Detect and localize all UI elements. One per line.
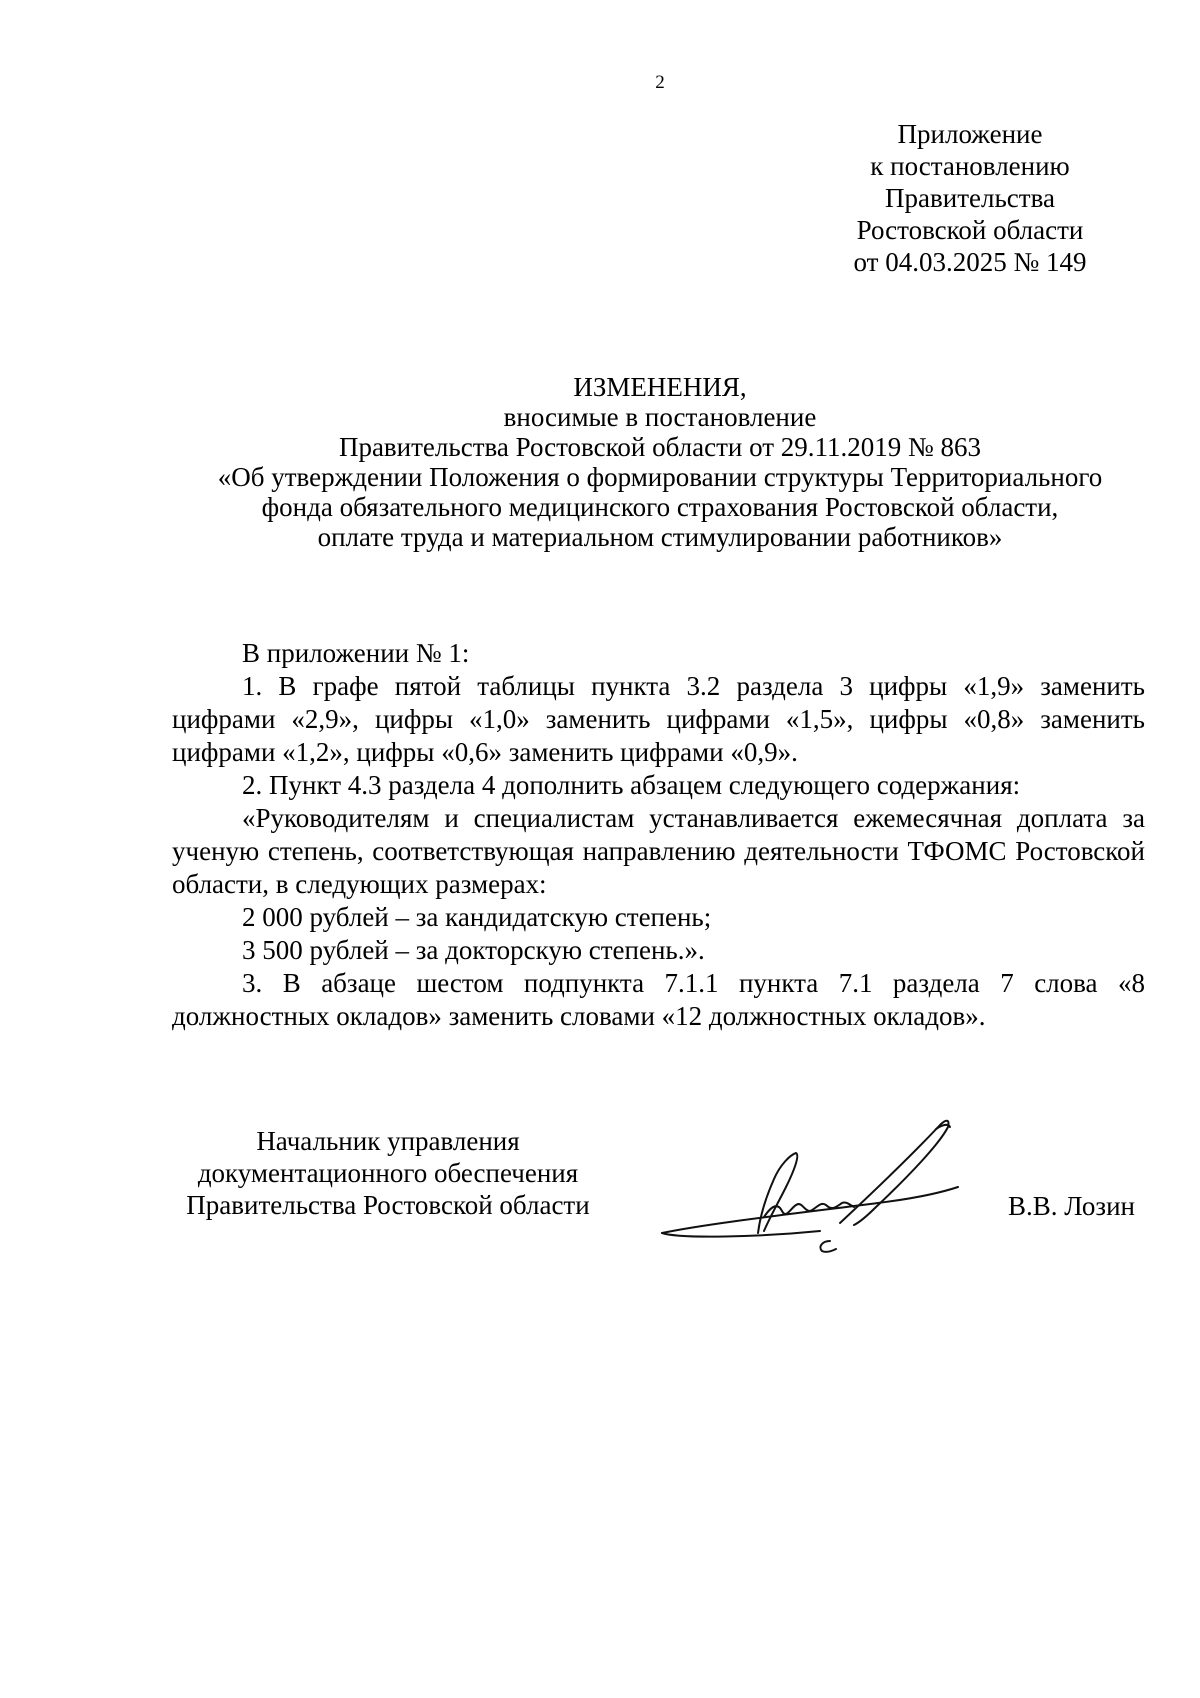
document-body: [172, 637, 1145, 1033]
document-title: [150, 372, 1170, 552]
body-paragraph-amount-1: 2 000 рублей – за кандидатскую степень;: [242, 902, 712, 932]
body-paragraph-quote: «Руководителям и специалистам устанавливается ежемесячная доплата за ученую степень, соответствующая направлению деятельности ТФОМС Ростовской области, в следующих размерах:: [172, 803, 1145, 899]
page-number: 2: [655, 72, 665, 93]
signer-name: В.В. Лозин: [1008, 1191, 1135, 1221]
signer-position: [168, 1125, 608, 1221]
title-line: «Об утверждении Положения о формировании структуры Территориального: [217, 462, 1103, 492]
title-heading: ИЗМЕНЕНИЯ,: [573, 372, 747, 402]
signer-position-line: документационного обеспечения: [197, 1158, 579, 1188]
appendix-header: [840, 118, 1100, 278]
body-paragraph-3: 3. В абзаце шестом подпункта 7.1.1 пункта 7.1 раздела 7 слова «8 должностных окладов» заменить словами «12 должностных окладов».: [172, 968, 1145, 1031]
body-paragraph-amount-2: 3 500 рублей – за докторскую степень.».: [242, 935, 705, 965]
title-line: Правительства Ростовской области от 29.11.2019 № 863: [338, 432, 982, 462]
appendix-line: Ростовской области: [856, 215, 1084, 245]
appendix-line: Правительства: [885, 183, 1055, 213]
handwritten-signature: [640, 1105, 980, 1275]
title-line: вносимые в постановление: [503, 402, 817, 432]
appendix-line: к постановлению: [870, 151, 1070, 181]
signer-position-line: Начальник управления: [256, 1126, 520, 1156]
title-line: фонда обязательного медицинского страхования Ростовской области,: [261, 492, 1059, 522]
body-paragraph-1: 1. В графе пятой таблицы пункта 3.2 раздела 3 цифры «1,9» заменить цифрами «2,9», цифры «1,0» заменить цифрами «1,5», цифры «0,8» заменить цифрами «1,2», цифры «0,6» заменить цифрами «0,9».: [172, 671, 1145, 767]
appendix-line: от 04.03.2025 № 149: [853, 247, 1087, 277]
title-line: оплате труда и материальном стимулировании работников»: [317, 522, 1003, 552]
signer-position-line: Правительства Ростовской области: [186, 1190, 590, 1220]
appendix-line: Приложение: [897, 119, 1043, 149]
body-paragraph-2: 2. Пункт 4.3 раздела 4 дополнить абзацем следующего содержания:: [242, 770, 1021, 800]
body-intro: В приложении № 1:: [242, 638, 470, 668]
